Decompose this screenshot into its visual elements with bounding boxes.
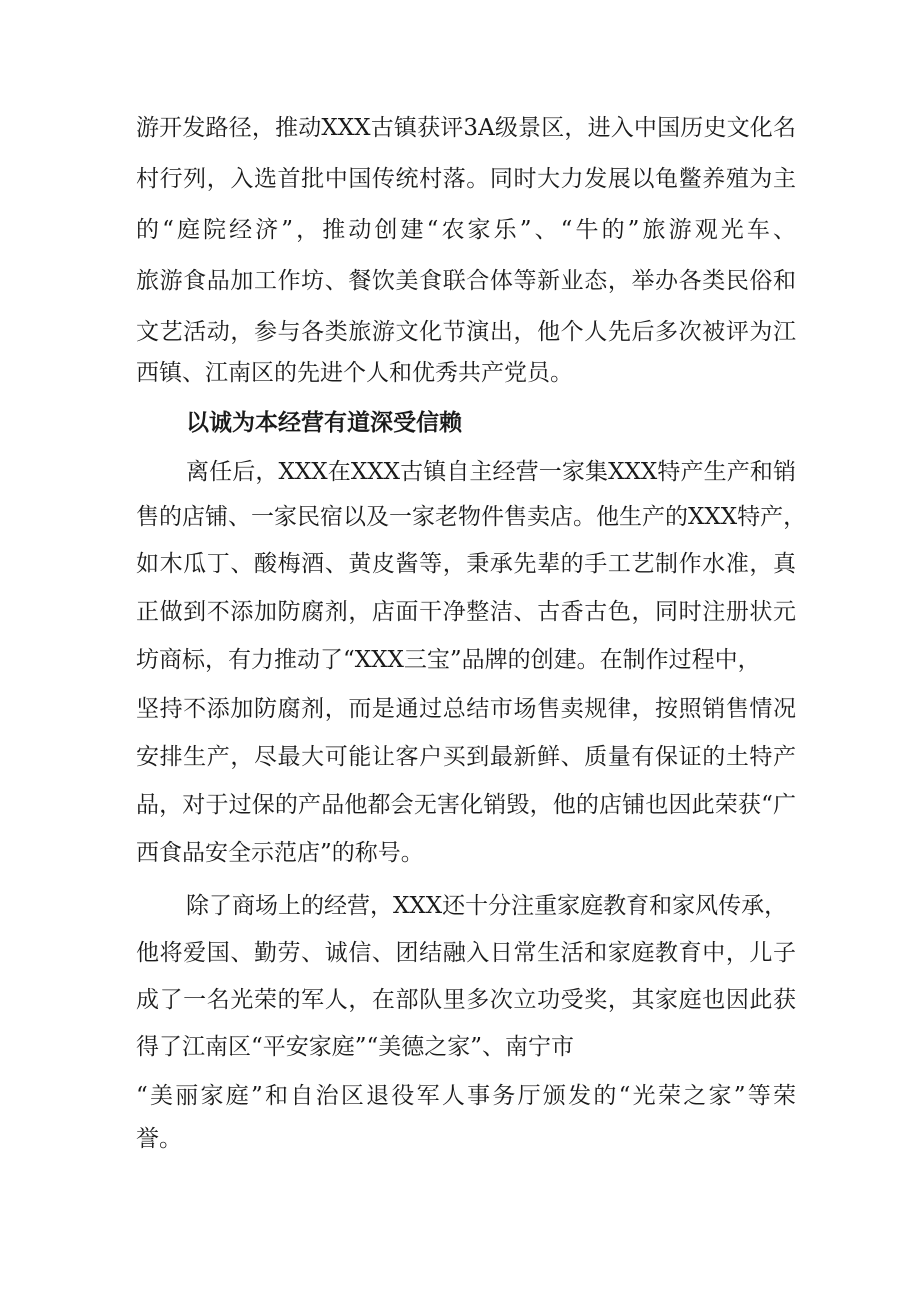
paragraph-3-line-3: 成了一名光荣的军人，在部队里多次立功受奖，其家庭也因此获	[136, 987, 796, 1013]
paragraph-3-line-6: 誉。	[136, 1126, 182, 1152]
paragraph-3-line-4: 得了江南区“平安家庭”“美德之家”、南宁市	[136, 1034, 575, 1060]
paragraph-2-line-5: 坊商标，有力推动了“XXX三宝”品牌的创建。在制作过程中，	[136, 647, 761, 673]
paragraph-1-line-5: 文艺活动，参与各类旅游文化节演出，他个人先后多次被评为江	[136, 319, 796, 345]
section-heading: 以诚为本经营有道深受信赖	[186, 410, 462, 436]
paragraph-1-line-1: 游开发路径，推动XXX古镇获评3A级景区，进入中国历史文化名	[136, 115, 796, 141]
paragraph-2-line-6: 坚持不添加防腐剂，而是通过总结市场售卖规律，按照销售情况	[136, 696, 796, 722]
paragraph-3-line-1: 除了商场上的经营，XXX还十分注重家庭教育和家风传承，	[186, 893, 788, 919]
paragraph-1-line-6: 西镇、江南区的先进个人和优秀共产党员。	[136, 360, 573, 386]
paragraph-2-line-4: 正做到不添加防腐剂，店面干净整洁、古香古色，同时注册状元	[136, 599, 796, 625]
paragraph-1-line-4: 旅游食品加工作坊、餐饮美食联合体等新业态，举办各类民俗和	[136, 268, 796, 294]
paragraph-2-line-7: 安排生产，尽最大可能让客户买到最新鲜、质量有保证的土特产	[136, 744, 796, 770]
paragraph-2-line-1: 离任后，XXX在XXX古镇自主经营一家集XXX特产生产和销	[186, 459, 796, 485]
paragraph-2-line-3: 如木瓜丁、酸梅酒、黄皮酱等，秉承先辈的手工艺制作水准，真	[136, 551, 796, 577]
paragraph-2-line-2: 售的店铺、一家民宿以及一家老物件售卖店。他生产的XXX特产，	[136, 504, 807, 530]
paragraph-2-line-8: 品，对于过保的产品他都会无害化销毁，他的店铺也因此荣获“广	[136, 792, 796, 818]
paragraph-1-line-3: 的“庭院经济”，推动创建“农家乐”、“牛的”旅游观光车、	[136, 217, 796, 243]
paragraph-2-line-9: 西食品安全示范店”的称号。	[136, 840, 424, 866]
paragraph-3-line-5: “美丽家庭”和自治区退役军人事务厅颁发的“光荣之家”等荣	[136, 1083, 796, 1109]
paragraph-1-line-2: 村行列，入选首批中国传统村落。同时大力发展以龟鳖养殖为主	[136, 166, 796, 192]
paragraph-3-line-2: 他将爱国、勤劳、诚信、团结融入日常生活和家庭教育中，儿子	[136, 940, 796, 966]
